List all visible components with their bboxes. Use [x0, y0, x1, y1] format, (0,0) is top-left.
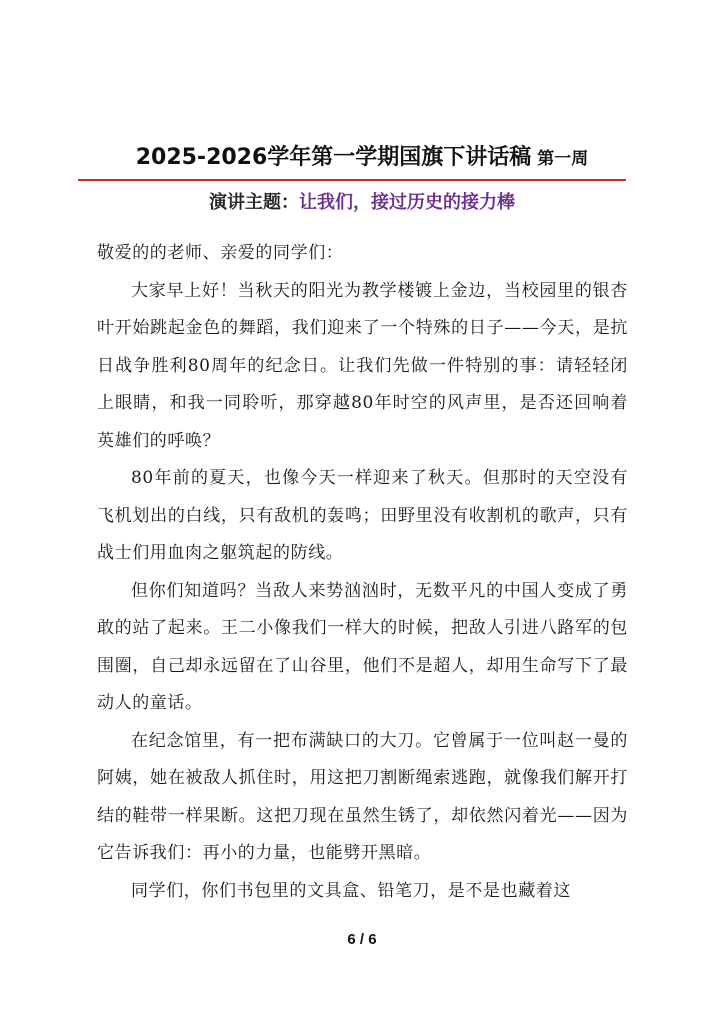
body-paragraph: 80年前的夏天，也像今天一样迎来了秋天。但那时的天空没有飞机划出的白线，只有敌机的轰鸣；田野里没有收割机的歌声，只有战士们用血肉之躯筑起的防线。	[97, 468, 628, 563]
page-number: 6 / 6	[347, 931, 377, 948]
body-paragraph: 在纪念馆里，有一把布满缺口的大刀。它曾属于一位叫赵一曼的阿姨，她在被敌人抓住时，用这把刀割断绳索逃跑，就像我们解开打结的鞋带一样果断。这把刀现在虽然生锈了，却依然闪着光——因为它告诉我们：再小的力量，也能劈开黑暗。	[97, 730, 628, 863]
speech-subtitle	[0, 188, 724, 214]
body-paragraph: 大家早上好！当秋天的阳光为教学楼镀上金边，当校园里的银杏叶开始跳起金色的舞蹈，我们迎来了一个特殊的日子——今天，是抗日战争胜利80周年的纪念日。让我们先做一件特别的事：请轻轻闭上眼睛，和我一同聆听，那穿越80年时空的风声里，是否还回响着英雄们的呼唤？	[97, 280, 628, 451]
speech-title: 2025-2026学年第一学期国旗下讲话稿	[135, 145, 532, 170]
topic-text: 让我们，接过历史的接力棒	[299, 192, 515, 213]
page-title	[0, 140, 724, 171]
week-label: 第一周	[537, 149, 589, 169]
speech-body	[97, 235, 628, 910]
body-paragraph: 同学们，你们书包里的文具盒、铅笔刀，是不是也藏着这	[131, 880, 571, 901]
greeting-paragraph: 敬爱的的老师、亲爱的同学们：	[97, 243, 344, 263]
topic-label: 演讲主题：	[209, 192, 299, 213]
title-divider	[78, 179, 626, 181]
body-paragraph: 但你们知道吗？当敌人来势汹汹时，无数平凡的中国人变成了勇敢的站了起来。王二小像我们一样大的时候，把敌人引进八路军的包围圈，自己却永远留在了山谷里，他们不是超人，却用生命写下了最动人的童话。	[97, 580, 628, 713]
